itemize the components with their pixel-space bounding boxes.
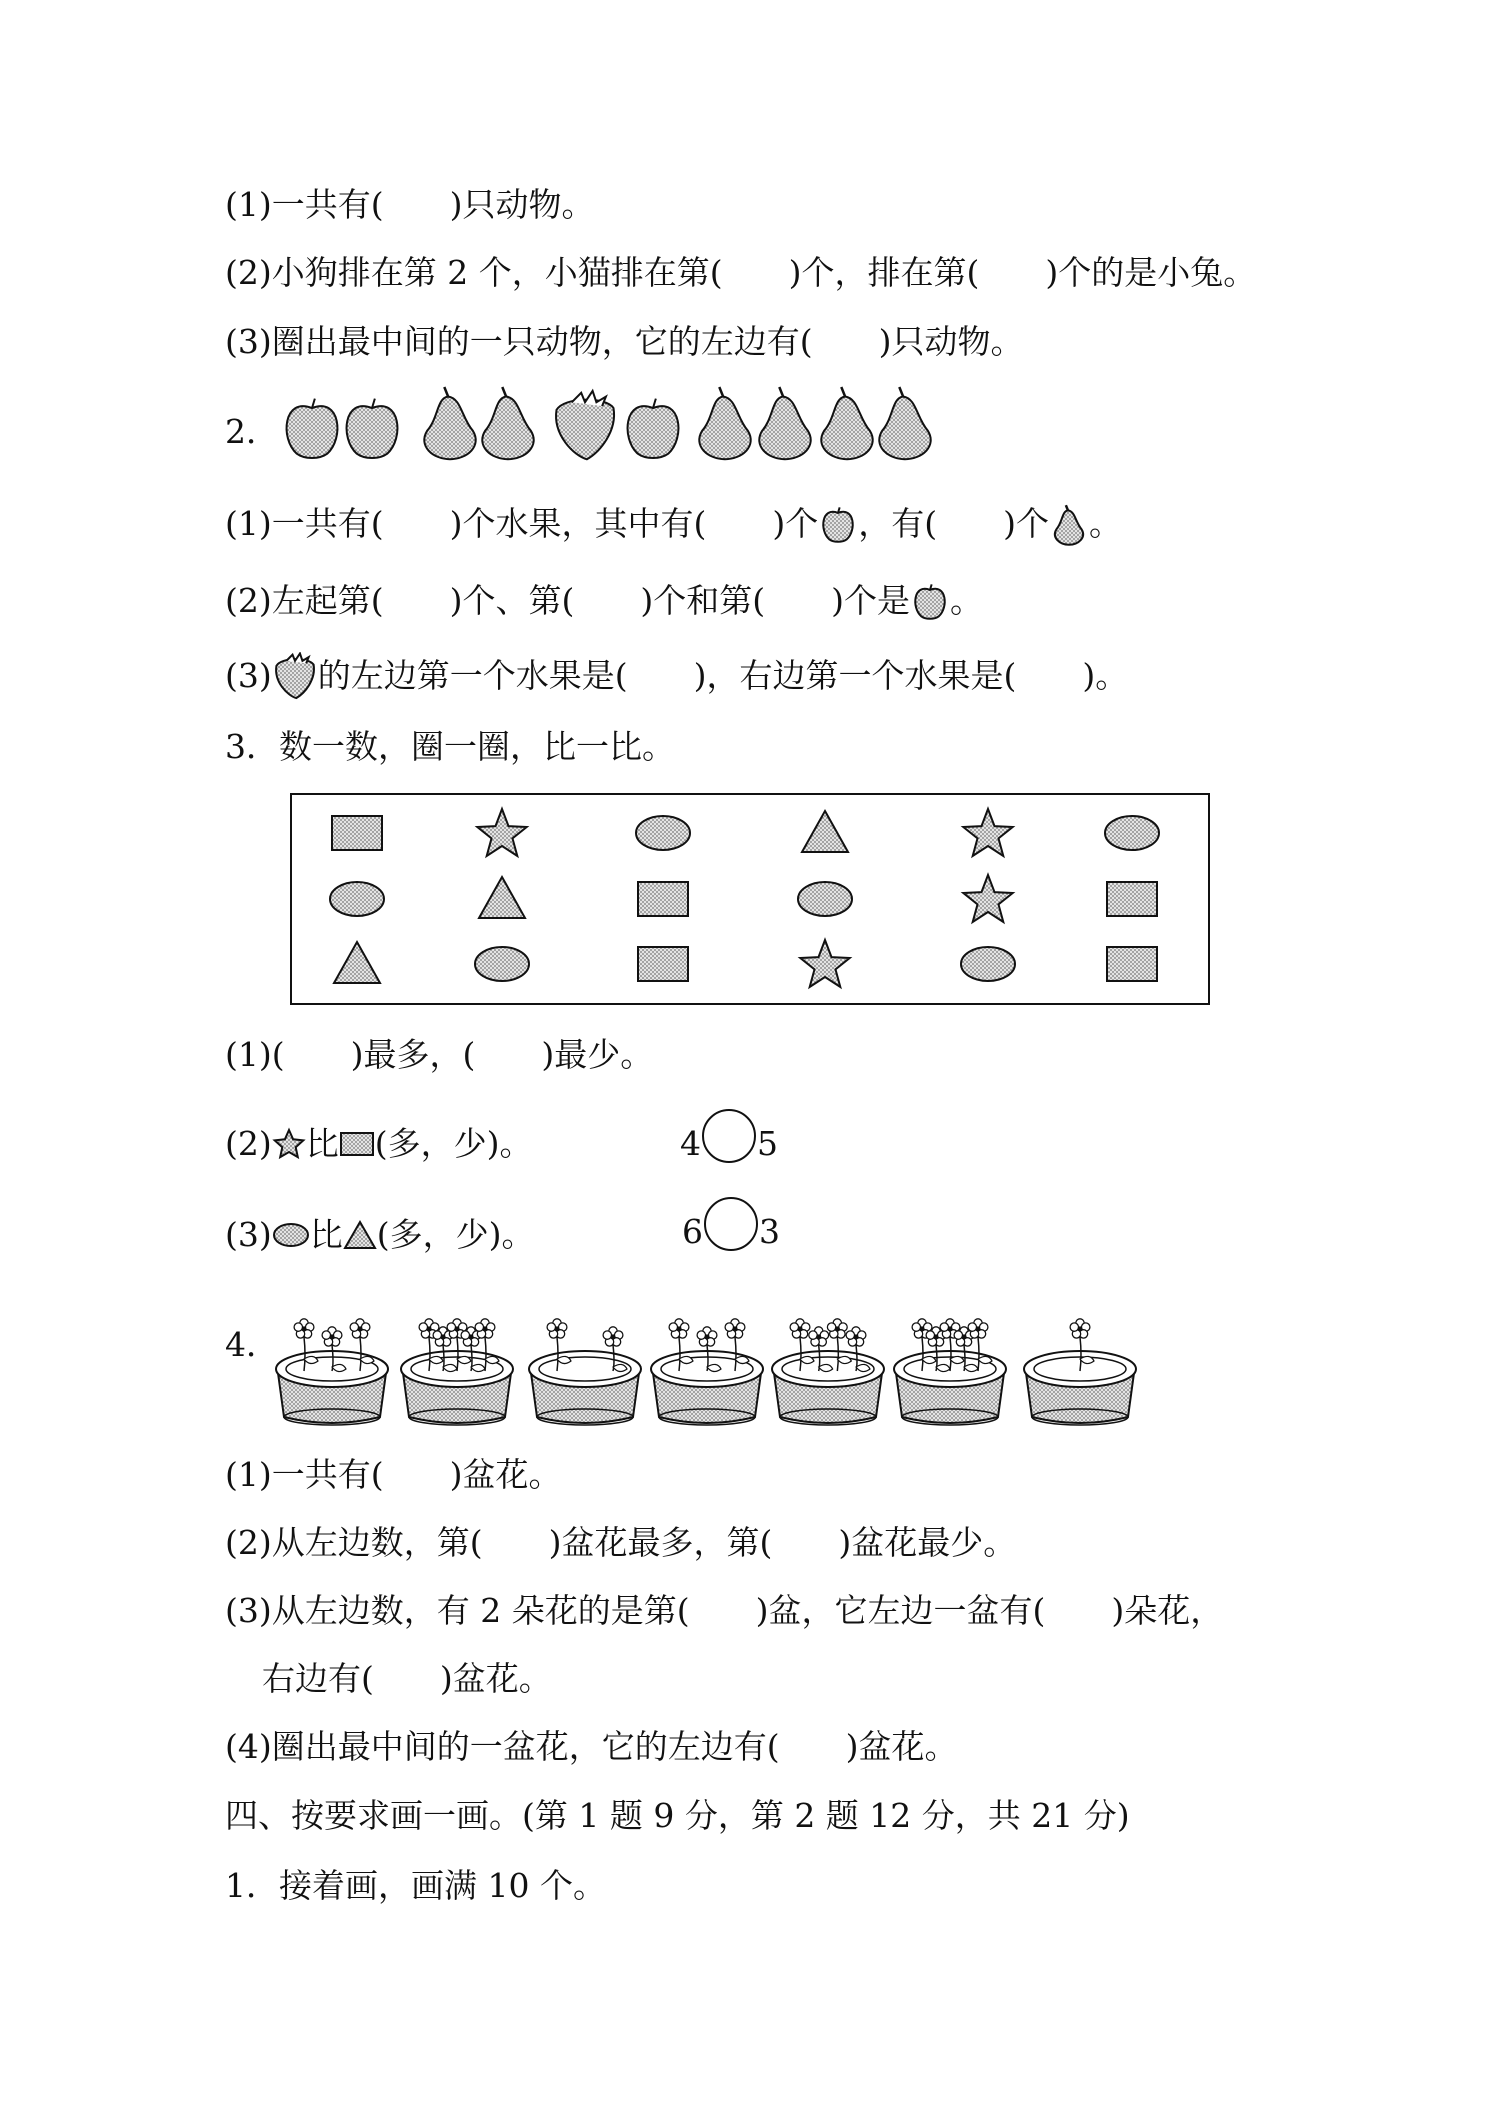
star-shape [963, 875, 1012, 922]
flower-pot-row [275, 1305, 1175, 1430]
q1-line-3: (3)圈出最中间的一只动物，它的左边有( )只动物。 [225, 322, 1024, 361]
pear-icon [759, 387, 810, 459]
rect-shape [638, 947, 688, 981]
ellipse-shape [475, 947, 529, 981]
rect-shape [332, 816, 382, 850]
star-icon [272, 1127, 306, 1161]
q1-line-1: (1)一共有( )只动物。 [225, 185, 595, 224]
rectangle-icon [339, 1129, 375, 1159]
ellipse-shape [1105, 816, 1159, 850]
flower-pot [401, 1319, 513, 1425]
strawberry-icon [556, 391, 614, 459]
ellipse-shape [961, 947, 1015, 981]
pear-icon [424, 387, 475, 459]
pear-icon [821, 387, 872, 459]
apple-icon [818, 502, 858, 546]
star-shape [963, 809, 1012, 856]
q3-line-3: (3) 比 (多，少)。 [225, 1215, 535, 1254]
apple-icon [287, 399, 338, 458]
q1-line-2: (2)小狗排在第 2 个，小猫排在第( )个，排在第( )个的是小兔。 [225, 253, 1257, 292]
q4-line-2: (2)从左边数，第( )盆花最多，第( )盆花最少。 [225, 1523, 1017, 1562]
rect-shape [1107, 882, 1157, 916]
triangle-shape [334, 942, 380, 983]
q4-line-3b: 右边有( )盆花。 [262, 1659, 552, 1698]
flower-pot [529, 1319, 641, 1425]
section-4-title: 四、按要求画一画。(第 1 题 9 分，第 2 题 12 分，共 21 分) [225, 1796, 1130, 1835]
apple-icon [628, 399, 679, 458]
q2-line-1: (1)一共有( )个水果，其中有( )个 ，有( )个 。 [225, 502, 1122, 546]
pear-icon [482, 387, 533, 459]
q2-line-2: (2)左起第( )个、第( )个和第( )个是 。 [225, 579, 983, 623]
apple-icon [910, 579, 950, 623]
pear-icon [879, 387, 930, 459]
flower-pot [894, 1319, 1006, 1425]
flower-pot [1024, 1319, 1136, 1425]
q4-line-1: (1)一共有( )盆花。 [225, 1455, 562, 1494]
compare-circle[interactable] [703, 1196, 759, 1252]
compare-4-5: 4 5 [680, 1108, 778, 1164]
pear-icon [1049, 502, 1089, 546]
q3-line-2: (2) 比 (多，少)。 [225, 1124, 533, 1163]
q4-line-3: (3)从左边数，有 2 朵花的是第( )盆，它左边一盆有( )朵花， [225, 1591, 1224, 1630]
q4-number: 4． [225, 1325, 279, 1364]
triangle-icon [343, 1220, 377, 1250]
pear-icon [699, 387, 750, 459]
rect-shape [1107, 947, 1157, 981]
triangle-shape [802, 811, 848, 852]
q4-line-4: (4)圈出最中间的一盆花，它的左边有( )盆花。 [225, 1727, 958, 1766]
fruit-row [275, 385, 975, 465]
flower-pot [651, 1319, 763, 1425]
flower-pot [276, 1319, 388, 1425]
strawberry-icon [272, 652, 318, 700]
ellipse-shape [636, 816, 690, 850]
shape-grid [290, 793, 1210, 1005]
apple-icon [347, 399, 398, 458]
compare-6-3: 6 3 [682, 1196, 780, 1252]
q2-number: 2． [225, 412, 279, 451]
triangle-shape [479, 877, 525, 918]
star-shape [477, 809, 526, 856]
q3-line-1: (1)( )最多，( )最少。 [225, 1035, 654, 1074]
flower-pot [772, 1319, 884, 1425]
q2-line-3: (3) 的左边第一个水果是( )，右边第一个水果是( )。 [225, 652, 1128, 700]
ellipse-shape [330, 882, 384, 916]
ellipse-shape [798, 882, 852, 916]
rect-shape [638, 882, 688, 916]
section-4-q1: 1．接着画，画满 10 个。 [225, 1866, 606, 1905]
star-shape [800, 940, 849, 987]
compare-circle[interactable] [701, 1108, 757, 1164]
q3-title: 3．数一数，圈一圈，比一比。 [225, 727, 675, 766]
ellipse-icon [272, 1221, 310, 1249]
